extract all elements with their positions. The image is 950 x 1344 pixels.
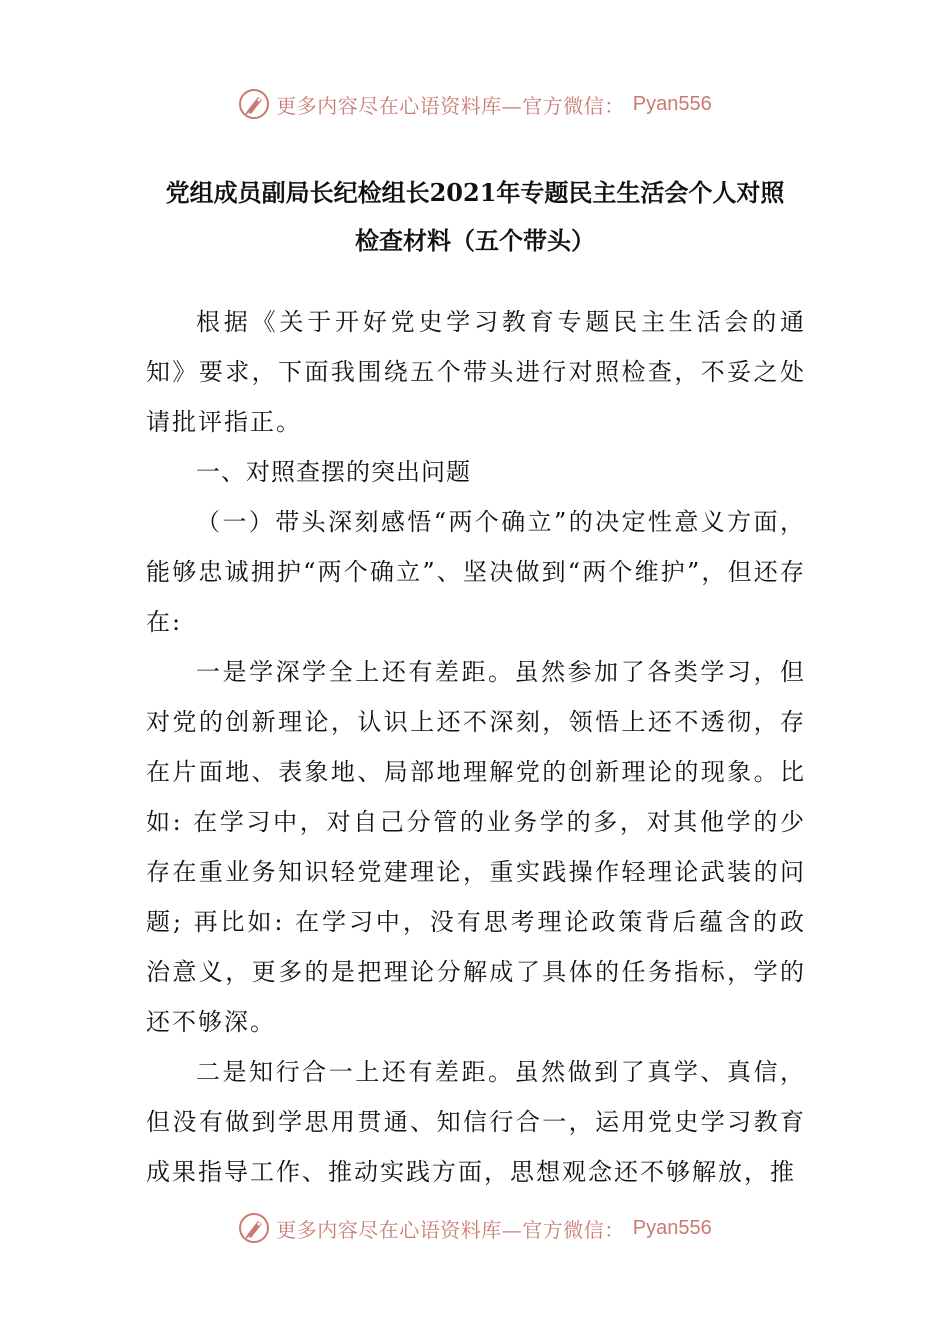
pen-nib-logo-icon: [238, 88, 270, 120]
document-title-line-1: 党组成员副局长纪检组长2021年专题民主生活会个人对照: [165, 178, 785, 207]
watermark-wechat-id: Pyan556: [632, 92, 712, 115]
pen-nib-logo-icon: [238, 1212, 270, 1244]
section-heading: 一、对照查摆的突出问题: [196, 458, 471, 486]
point-two-paragraph: 二是知行合一上还有差距。虽然做到了真学、真信，但没有做到学思用贯通、知信行合一，运用党史学习教育成果指导工作、推动实践方面，思想观念还不够解放，推: [146, 1058, 806, 1186]
document-title-line-2: 检查材料（五个带头）: [355, 226, 595, 255]
watermark-text: 更多内容尽在心语资料库—官方微信：: [276, 1217, 625, 1242]
document-body: [146, 297, 806, 1197]
subsection-paragraph: （一）带头深刻感悟“两个确立”的决定性意义方面，能够忠诚拥护“两个确立”、坚决做到“两个维护”，但还存在:: [146, 508, 806, 636]
footer-watermark: [0, 1208, 950, 1248]
watermark-wechat-id: Pyan556: [632, 1216, 712, 1239]
intro-paragraph: 根据《关于开好党史学习教育专题民主生活会的通知》要求，下面我围绕五个带头进行对照检查，不妥之处请批评指正。: [146, 308, 806, 436]
point-one-paragraph: 一是学深学全上还有差距。虽然参加了各类学习，但对党的创新理论，认识上还不深刻，领悟上还不透彻，存在片面地、表象地、局部地理解党的创新理论的现象。比如: 在学习中，对自己分管的业务学的多，对其他学的少存在重业务知识轻党建理论，重实践操作轻理论武装的问题; 再比如: 在学习中，没有思考理论政策背后蕴含的政治意义，更多的是把理论分解成了具体的任务指标，学的还不够深。: [146, 658, 806, 1036]
header-watermark: [0, 84, 950, 124]
watermark-text: 更多内容尽在心语资料库—官方微信：: [276, 93, 625, 118]
